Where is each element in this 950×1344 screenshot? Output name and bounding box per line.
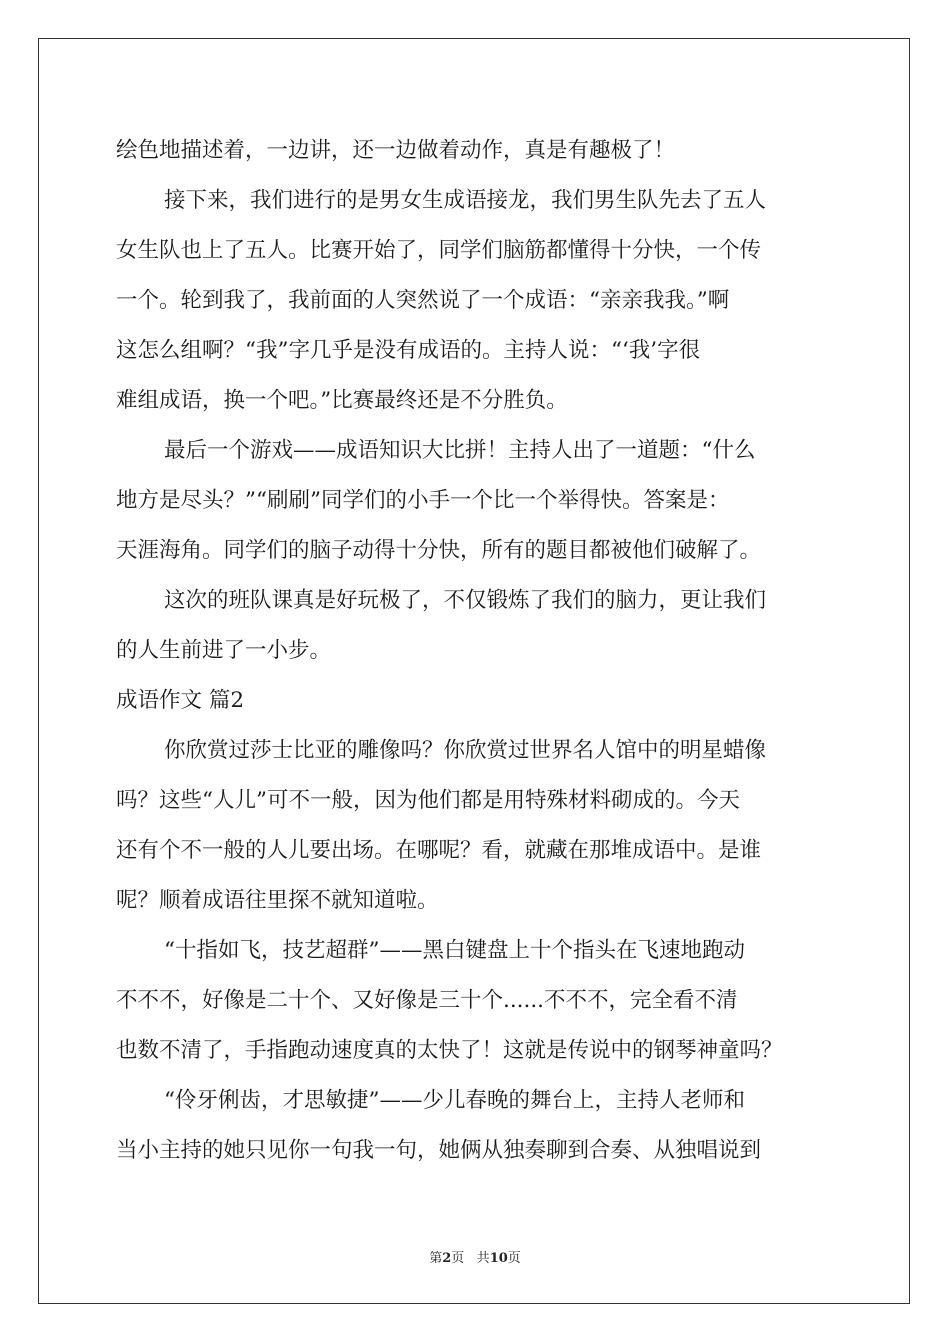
document-body [116,126,836,1176]
text-line: 一个。轮到我了，我前面的人突然说了一个成语：“亲亲我我。”啊 [116,288,730,313]
text-line: 当小主持的她只见你一句我一句，她俩从独奏聊到合奏、从独唱说到 [116,1138,762,1163]
footer-page-number: 2 [442,1251,452,1266]
text-line: 绘色地描述着，一边讲，还一边做着动作，真是有趣极了！ [116,138,676,163]
text-line: 女生队也上了五人。比赛开始了，同学们脑筋都懂得十分快，一个传 [116,238,762,263]
footer-total-prefix: 共 [476,1251,490,1266]
text-line: 这怎么组啊？“我”字几乎是没有成语的。主持人说：“‘我’字很 [116,338,701,363]
text-line: “伶牙俐齿，才思敏捷”——少儿春晚的舞台上，主持人老师和 [164,1088,745,1113]
text-line: 天涯海角。同学们的脑子动得十分快，所有的题目都被他们破解了。 [116,538,762,563]
text-line: 成语作文 篇2 [116,688,245,713]
footer-total-pages: 10 [489,1251,508,1266]
footer-page-prefix: 第 [429,1251,443,1266]
text-line: 呢？顺着成语往里探不就知道啦。 [116,888,439,913]
text-line: 最后一个游戏——成语知识大比拼！主持人出了一道题：“什么 [164,438,756,463]
text-line: “十指如飞，技艺超群”——黑白键盘上十个指头在飞速地跑动 [164,938,745,963]
text-line: 你欣赏过莎士比亚的雕像吗？你欣赏过世界名人馆中的明星蜡像 [164,738,767,763]
text-line: 也数不清了，手指跑动速度真的太快了！这就是传说中的钢琴神童吗？ [116,1038,783,1063]
text-line: 难组成语，换一个吧。”比赛最终还是不分胜负。 [116,388,568,413]
text-line: 这次的班队课真是好玩极了，不仅锻炼了我们的脑力，更让我们 [164,588,767,613]
text-line: 吗？这些“人儿”可不一般，因为他们都是用特殊材料砌成的。今天 [116,788,740,813]
page-footer [0,1247,950,1266]
text-line: 接下来，我们进行的是男女生成语接龙，我们男生队先去了五人 [164,188,767,213]
text-line: 的人生前进了一小步。 [116,638,332,663]
text-line: 不不不，好像是二十个、又好像是三十个......不不不，完全看不清 [116,988,738,1013]
text-line: 地方是尽头？”“刷刷”同学们的小手一个比一个举得快。答案是： [116,488,730,513]
footer-page-suffix: 页 [451,1251,465,1266]
footer-total-suffix: 页 [507,1251,521,1266]
text-line: 还有个不一般的人儿要出场。在哪呢？看，就藏在那堆成语中。是谁 [116,838,762,863]
